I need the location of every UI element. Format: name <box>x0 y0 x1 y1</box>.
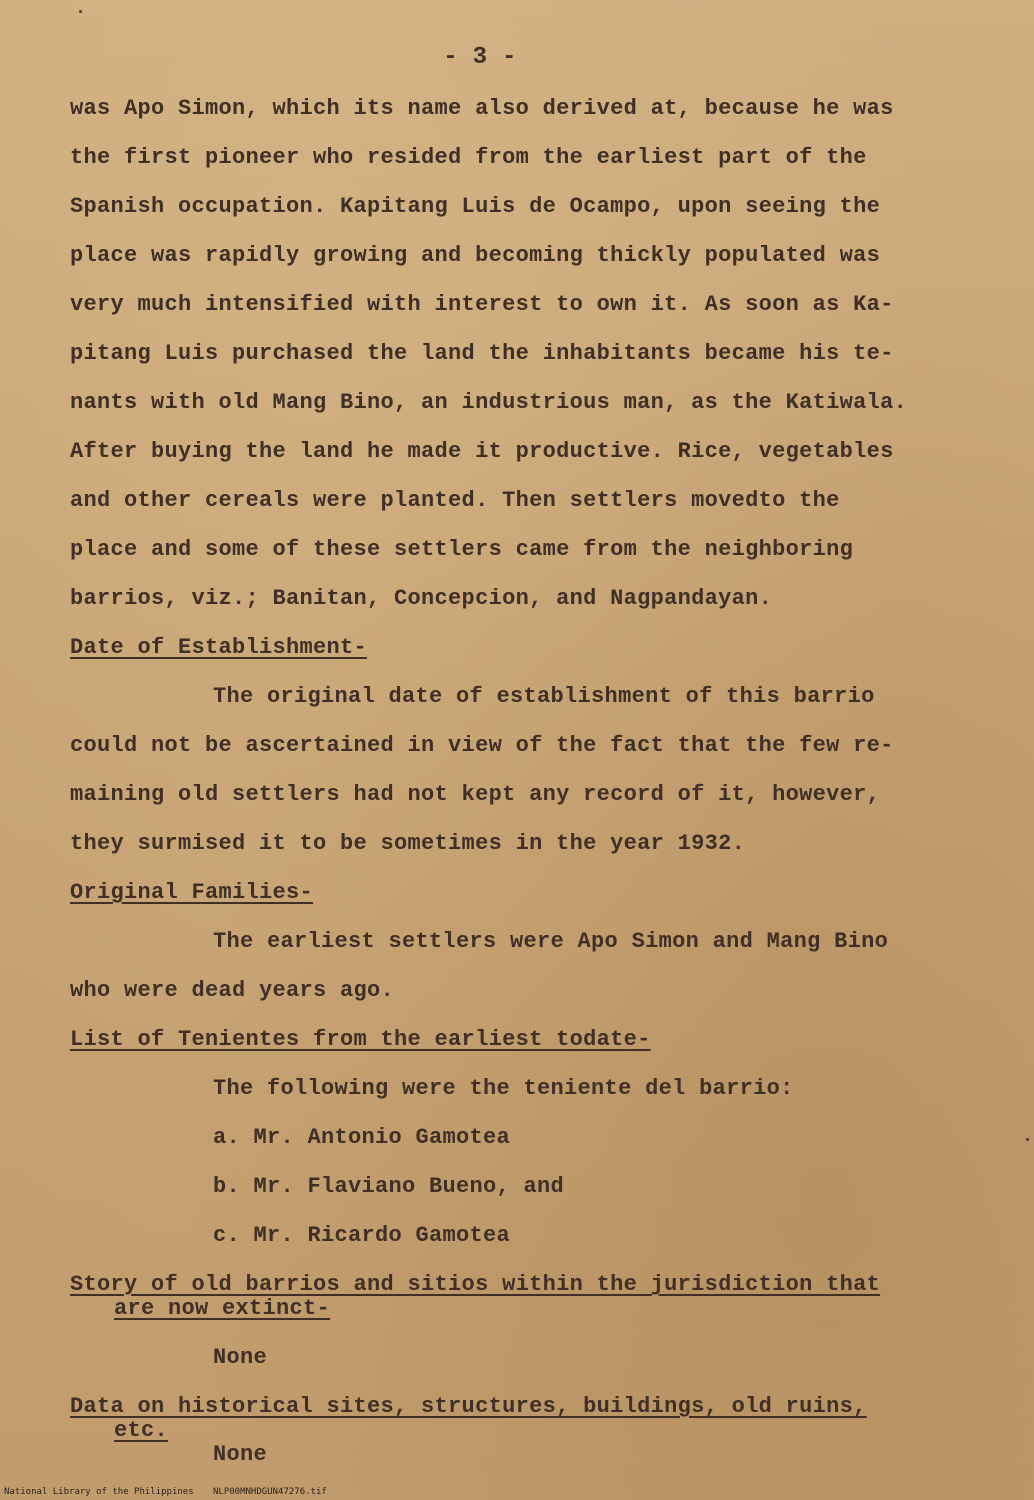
historical-sites-heading: Data on historical sites, structures, buildings, old ruins, <box>70 1394 867 1419</box>
text-line: could not be ascertained in view of the fact that the few re- <box>70 733 894 758</box>
text-line: was Apo Simon, which its name also derived at, because he was <box>70 96 894 121</box>
extinct-barrios-heading-cont: are now extinct- <box>114 1296 331 1321</box>
text-line: None <box>213 1442 268 1467</box>
page-number: - 3 - <box>443 44 517 71</box>
text-line: place and some of these settlers came from the neighboring <box>70 537 854 562</box>
historical-sites-heading-cont: etc. <box>114 1418 169 1443</box>
footer-library: National Library of the Philippines <box>4 1487 194 1497</box>
text-line: pitang Luis purchased the land the inhabitants became his te- <box>70 341 894 366</box>
text-line: place was rapidly growing and becoming thickly populated was <box>70 243 881 268</box>
extinct-barrios-heading: Story of old barrios and sitios within the jurisdiction that <box>70 1272 881 1297</box>
text-line: maining old settlers had not kept any record of it, however, <box>70 782 881 807</box>
list-item: c. Mr. Ricardo Gamotea <box>213 1223 511 1248</box>
footer-file: NLP00MNHDGUN47276.tif <box>213 1487 327 1497</box>
scan-speck <box>79 10 82 13</box>
text-line: The earliest settlers were Apo Simon and Mang Bino <box>213 929 889 954</box>
text-line: the first pioneer who resided from the earliest part of the <box>70 145 867 170</box>
text-line: who were dead years ago. <box>70 978 395 1003</box>
list-item: b. Mr. Flaviano Bueno, and <box>213 1174 565 1199</box>
text-line: barrios, viz.; Banitan, Concepcion, and Nagpandayan. <box>70 586 773 611</box>
original-families-heading: Original Families- <box>70 880 314 905</box>
date-of-establishment-heading: Date of Establishment- <box>70 635 368 660</box>
text-line: and other cereals were planted. Then settlers movedto the <box>70 488 840 513</box>
tenientes-heading: List of Tenientes from the earliest todate- <box>70 1027 651 1052</box>
text-line: very much intensified with interest to own it. As soon as Ka- <box>70 292 894 317</box>
text-line: they surmised it to be sometimes in the year 1932. <box>70 831 746 856</box>
text-line: The following were the teniente del barrio: <box>213 1076 794 1101</box>
text-line: None <box>213 1345 268 1370</box>
text-line: nants with old Mang Bino, an industrious man, as the Katiwala. <box>70 390 908 415</box>
text-line: After buying the land he made it productive. Rice, vegetables <box>70 439 894 464</box>
list-item: a. Mr. Antonio Gamotea <box>213 1125 511 1150</box>
text-line: The original date of establishment of this barrio <box>213 684 875 709</box>
scan-speck <box>1026 1138 1029 1141</box>
text-line: Spanish occupation. Kapitang Luis de Ocampo, upon seeing the <box>70 194 881 219</box>
